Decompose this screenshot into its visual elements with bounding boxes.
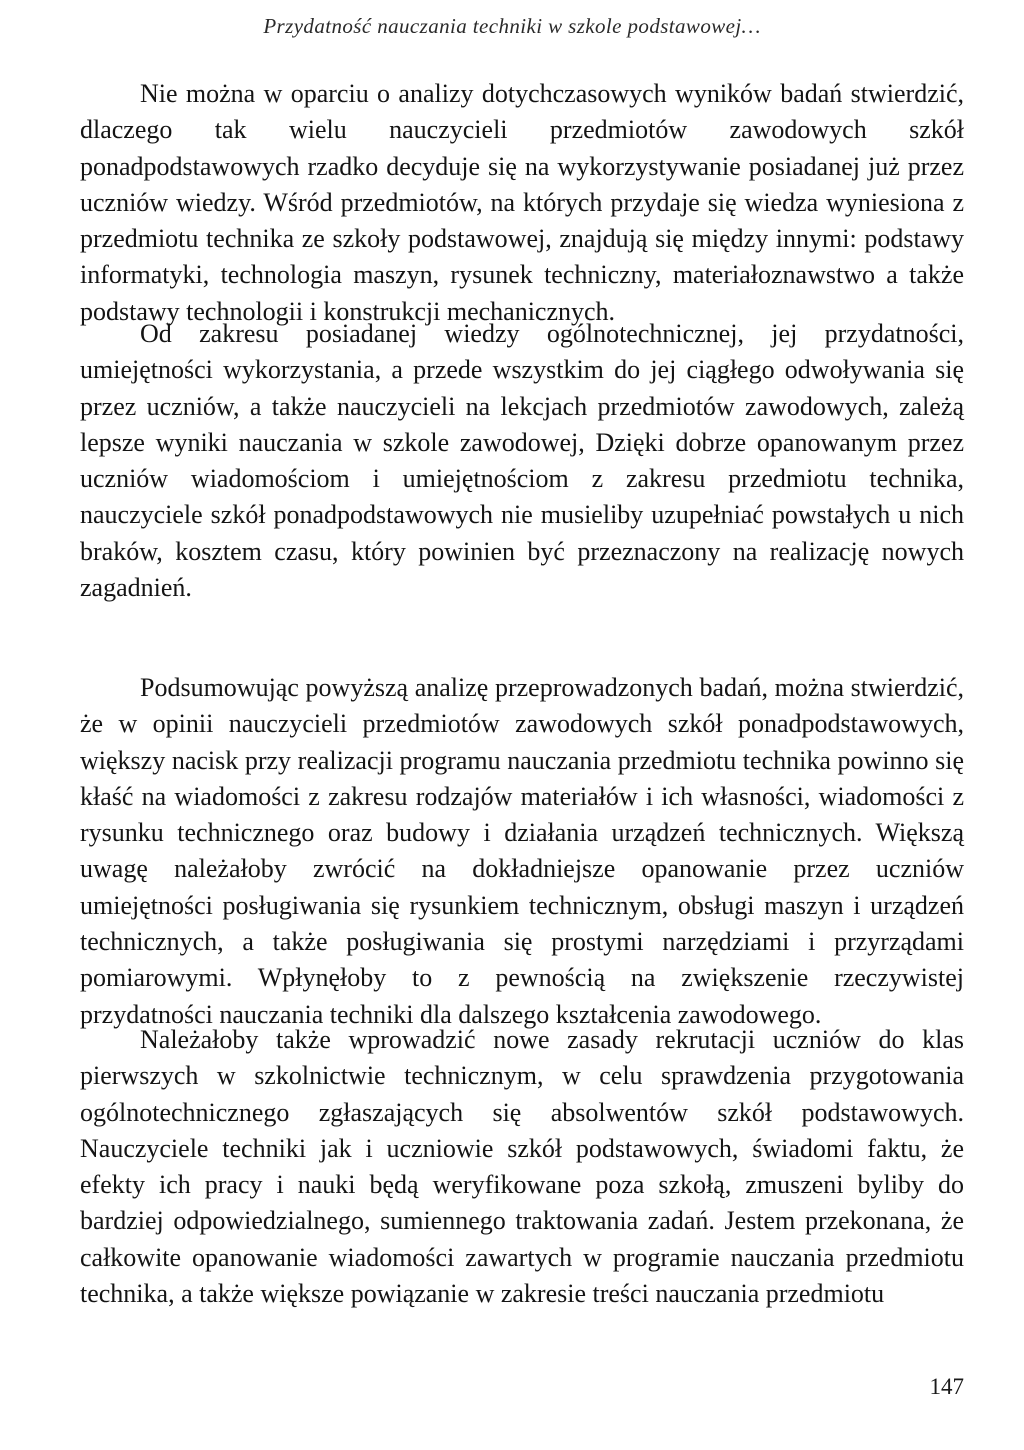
page-number: 147 xyxy=(929,1374,964,1399)
body-paragraph-4: Należałoby także wprowadzić nowe zasady rekrutacji uczniów do klas pierwszych w szkolnictwie technicznym, w celu sprawdzenia przygotowania ogólnotechnicznego zgłaszających się absolwentów szkół podstawowych. Nauczyciele techniki jak i uczniowie szkół podstawowych, świadomi faktu, że efekty ich pracy i nauki będą weryfikowane poza szkołą, zmuszeni byliby do bardziej odpowiedzialnego, sumiennego traktowania zadań. Jestem przekonana, że całkowite opanowanie wiadomości zawartych w programie nauczania przedmiotu technika, a także większe powiązanie w zakresie treści nauczania przedmiotu xyxy=(80,1025,964,1309)
body-paragraph-3: Podsumowując powyższą analizę przeprowadzonych badań, można stwierdzić, że w opinii nauczycieli przedmiotów zawodowych szkół ponadpodstawowych, większy nacisk przy realizacji programu nauczania przedmiotu technika powinno się kłaść na wiadomości z zakresu rodzajów materiałów i ich własności, wiadomości z rysunku technicznego oraz budowy i działania urządzeń technicznych. Większą uwagę należałoby zwrócić na dokładniejsze opanowanie przez uczniów umiejętności posługiwania się rysunkiem technicznym, obsługi maszyn i urządzeń technicznych, a także posługiwania się prostymi narzędziami i przyrządami pomiarowymi. Wpłynęłoby to z pewnością na zwiększenie rzeczywistej przydatności nauczania techniki dla dalszego kształcenia zawodowego. xyxy=(80,673,964,1029)
body-paragraph-1: Nie można w oparciu o analizy dotychczasowych wyników badań stwierdzić, dlaczego tak wielu nauczycieli przedmiotów zawodowych szkół ponadpodstawowych rzadko decyduje się na wykorzystywanie posiadanej już przez uczniów wiedzy. Wśród przedmiotów, na których przydaje się wiedza wyniesiona z przedmiotu technika ze szkoły podstawowej, znajdują się między innymi: podstawy informatyki, technologia maszyn, rysunek techniczny, materiałoznawstwo a także podstawy technologii i konstrukcji mechanicznych. xyxy=(80,79,964,326)
body-paragraph-2: Od zakresu posiadanej wiedzy ogólnotechnicznej, jej przydatności, umiejętności wykorzystania, a przede wszystkim do jej ciągłego odwoływania się przez uczniów, a także nauczycieli na lekcjach przedmiotów zawodowych, zależą lepsze wyniki nauczania w szkole zawodowej, Dzięki dobrze opanowanym przez uczniów wiadomościom i umiejętnościom z zakresu przedmiotu technika, nauczyciele szkół ponadpodstawowych nie musieliby uzupełniać powstałych u nich braków, kosztem czasu, który powinien być przeznaczony na realizację nowych zagadnień. xyxy=(80,319,964,603)
running-header: Przydatność nauczania techniki w szkole podstawowej… xyxy=(263,14,761,38)
